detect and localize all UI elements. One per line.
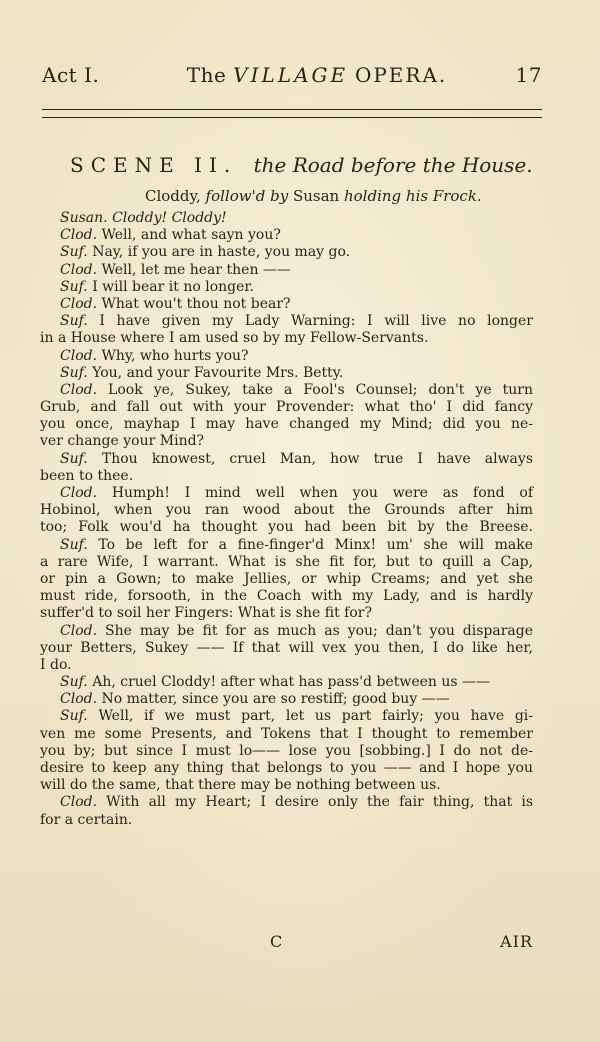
speaker-name: Clod.: [60, 622, 98, 639]
speaker-name: Suf.: [60, 674, 88, 691]
line-text: been to thee.: [40, 467, 134, 484]
dialogue-line: [40, 365, 533, 382]
signature-mark: C: [270, 932, 283, 951]
title-italic: VILLAGE: [233, 63, 349, 87]
line-text: a rare Wife, I warrant. What is she fit for, but to quill a Cap,: [40, 553, 533, 570]
stage-direction: [145, 187, 542, 209]
speaker-name: Clod.: [60, 485, 98, 501]
speaker-name: Clod.: [60, 261, 98, 278]
line-text: Thou knowest, cruel Man, how true I have always: [101, 450, 533, 467]
dialogue-line: [40, 485, 533, 502]
line-text: Grub, and fall out with your Provender: what tho' I did fancy: [40, 399, 533, 416]
dialogue-line: [40, 210, 533, 227]
catchword: AIR: [500, 932, 533, 951]
line-text: Nay, if you are in haste, you may go.: [92, 244, 351, 261]
line-text: too; Folk wou'd ha thought you had been bit by the Breese.: [40, 519, 533, 536]
dialogue-line: [40, 468, 533, 485]
dialogue-line: [40, 502, 533, 519]
line-text: suffer'd to soil her Fingers: What is she fit for?: [40, 605, 372, 622]
line-text: She may be fit for as much as you; dan't you disparage: [104, 622, 534, 639]
speaker-name: Suf.: [60, 536, 88, 553]
page-footer: [40, 932, 533, 956]
header-rule: [42, 109, 542, 118]
line-text: will do the same, that there may be nothing between us.: [40, 777, 441, 794]
direction-name-susan: Susan: [292, 187, 340, 205]
direction-name-cloddy: Cloddy,: [145, 187, 201, 205]
line-text: Hobinol, when you ran wood about the Grounds after him: [40, 502, 533, 519]
speaker-name: Suf.: [60, 364, 88, 381]
act-label: Act I.: [42, 63, 100, 87]
dialogue-body: [40, 210, 533, 829]
dialogue-line: [40, 571, 533, 588]
line-text: Cloddy! Cloddy!: [112, 210, 227, 226]
line-text: Well, if we must part, let us part fairly; you have gi-: [98, 708, 533, 725]
line-text: Humph! I mind well when you were as fond of: [111, 485, 533, 501]
speaker-name: Susan.: [60, 210, 108, 226]
line-text: I do.: [40, 656, 72, 673]
dialogue-line: [40, 812, 533, 829]
dialogue-line: [40, 794, 533, 811]
dialogue-line: [40, 399, 533, 416]
dialogue-line: [40, 726, 533, 743]
running-title: [122, 63, 512, 87]
dialogue-line: [40, 348, 533, 365]
dialogue-line: [40, 640, 533, 657]
speaker-name: Clod.: [60, 794, 98, 811]
line-text: you by; but since I must lo—— lose you [sobbing.] I do not de-: [40, 742, 533, 759]
line-text: Look ye, Sukey, take a Fool's Counsel; don't ye turn: [108, 381, 533, 398]
line-text: you once, mayhap I may have changed my Mind; did you ne-: [40, 416, 533, 433]
title-prefix: The: [186, 63, 227, 87]
dialogue-line: [40, 382, 533, 399]
scene-location: the Road before the House.: [253, 153, 533, 177]
line-text: for a certain.: [40, 811, 133, 828]
line-text: Well, let me hear then ——: [101, 261, 291, 278]
dialogue-line: [40, 743, 533, 760]
title-suffix: OPERA.: [354, 63, 448, 87]
line-text: in a House where I am used so by my Fellow-Servants.: [40, 330, 429, 347]
dialogue-line: [40, 519, 533, 536]
line-text: To be left for a fine-finger'd Minx! um' she will make: [98, 536, 533, 553]
dialogue-line: [40, 416, 533, 433]
direction-text-followed: follow'd by: [205, 187, 289, 205]
dialogue-line: [40, 330, 533, 347]
speaker-name: Clod.: [60, 381, 98, 398]
line-text: Ah, cruel Cloddy! after what has pass'd between us ——: [92, 674, 491, 691]
dialogue-line: [40, 279, 533, 296]
line-text: With all my Heart; I desire only the fair thing, that is: [106, 794, 533, 811]
line-text: Why, who hurts you?: [101, 347, 249, 364]
line-text: Well, and what sayn you?: [101, 227, 281, 244]
speaker-name: Suf.: [60, 278, 88, 295]
line-text: ven me some Presents, and Tokens that I thought to remember: [40, 725, 533, 742]
line-text: desire to keep any thing that belongs to you —— and I hope you: [40, 760, 533, 776]
line-text: You, and your Favourite Mrs. Betty.: [92, 364, 344, 381]
speaker-name: Clod.: [60, 295, 98, 312]
dialogue-line: [40, 760, 533, 777]
dialogue-line: [40, 708, 533, 725]
line-text: ver change your Mind?: [40, 433, 205, 450]
dialogue-line: [40, 262, 533, 279]
speaker-name: Clod.: [60, 347, 98, 364]
speaker-name: Suf.: [60, 450, 88, 467]
dialogue-line: [40, 227, 533, 244]
dialogue-line: [40, 691, 533, 708]
dialogue-line: [40, 777, 533, 794]
scene-title: SCENE II.: [70, 153, 238, 177]
line-text: No matter, since you are so restiff; good buy ——: [101, 691, 450, 708]
scene-heading: [70, 153, 542, 183]
line-text: I have given my Lady Warning: I will live no longer: [99, 313, 533, 330]
dialogue-line: [40, 244, 533, 261]
line-text: What wou't thou not bear?: [101, 295, 291, 312]
dialogue-line: [40, 296, 533, 313]
dialogue-line: [40, 451, 533, 468]
speaker-name: Suf.: [60, 708, 88, 725]
speaker-name: Suf.: [60, 313, 88, 330]
dialogue-line: [40, 433, 533, 450]
direction-text-holding: holding his Frock.: [343, 187, 482, 205]
line-text: or pin a Gown; to make Jellies, or whip Creams; and yet she: [40, 570, 533, 587]
line-text: your Betters, Sukey —— If that will vex you then, I do like her,: [40, 639, 533, 656]
dialogue-line: [40, 537, 533, 554]
dialogue-line: [40, 313, 533, 330]
running-header: [42, 60, 542, 90]
dialogue-line: [40, 657, 533, 674]
dialogue-line: [40, 623, 533, 640]
speaker-name: Clod.: [60, 691, 98, 708]
dialogue-line: [40, 674, 533, 691]
speaker-name: Clod.: [60, 227, 98, 244]
dialogue-line: [40, 554, 533, 571]
line-text: I will bear it no longer.: [92, 278, 255, 295]
dialogue-line: [40, 588, 533, 605]
line-text: must ride, forsooth, in the Coach with my Lady, and is hardly: [40, 588, 533, 605]
page-number: 17: [515, 63, 542, 87]
dialogue-line: [40, 605, 533, 622]
speaker-name: Suf.: [60, 244, 88, 261]
